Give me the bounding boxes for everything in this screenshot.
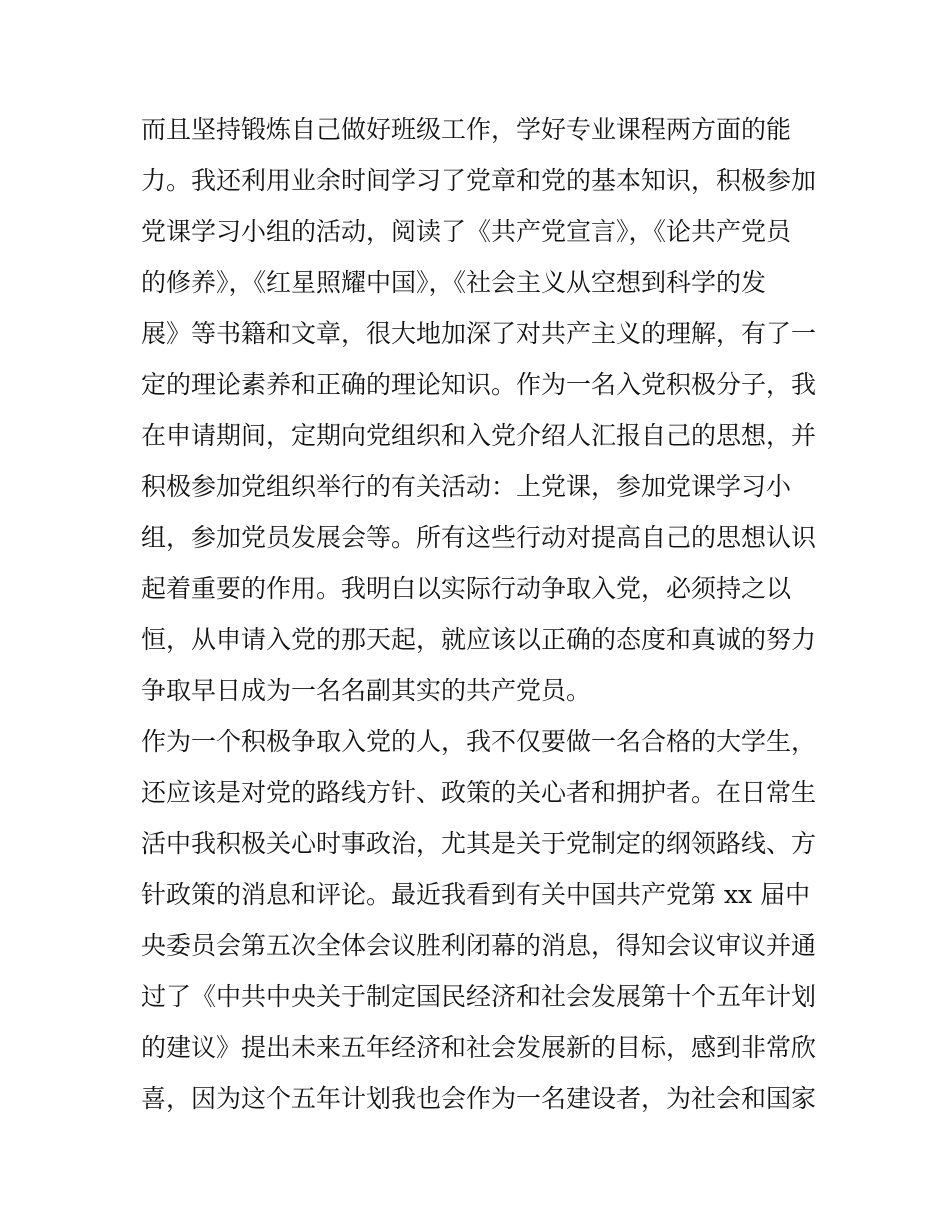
text-line: 而且坚持锻炼自己做好班级工作，学好专业课程两方面的能 [141,115,792,144]
text-line: 起着重要的作用。我明白以实际行动争取入党，必须持之以 [141,574,792,603]
text-line: 恒，从申请入党的那天起，就应该以正确的态度和真诚的努力 [141,625,817,654]
text-line: 过了《中共中央关于制定国民经济和社会发展第十个五年计划 [141,982,817,1011]
text-line: 积极参加党组织举行的有关活动：上党课，参加党课学习小 [141,472,792,501]
text-line: 党课学习小组的活动，阅读了《共产党宣言》，《论共产党员 [141,217,792,246]
text-line: 喜，因为这个五年计划我也会作为一名建设者，为社会和国家 [141,1084,817,1113]
document-body [141,104,821,1124]
text-line: 还应该是对党的路线方针、政策的关心者和拥护者。在日常生 [141,778,817,807]
text-line: 争取早日成为一名名副其实的共产党员。 [141,676,592,705]
text-line: 力。我还利用业余时间学习了党章和党的基本知识，积极参加 [141,166,817,195]
paragraph-1 [141,104,821,716]
paragraph-2 [141,716,821,1124]
text-line: 活中我积极关心时事政治，尤其是关于党制定的纲领路线、方 [141,829,817,858]
text-line: 定的理论素养和正确的理论知识。作为一名入党积极分子，我 [141,370,817,399]
text-line: 在申请期间，定期向党组织和入党介绍人汇报自己的思想，并 [141,421,817,450]
text-line: 作为一个积极争取入党的人，我不仅要做一名合格的大学生， [141,727,817,756]
text-line: 央委员会第五次全体会议胜利闭幕的消息，得知会议审议并通 [141,931,817,960]
text-line: 组，参加党员发展会等。所有这些行动对提高自己的思想认识 [141,523,817,552]
text-line: 的修养》，《红星照耀中国》，《社会主义从空想到科学的发 [141,268,767,297]
text-line: 的建议》提出未来五年经济和社会发展新的目标，感到非常欣 [141,1033,817,1062]
text-line: 针政策的消息和评论。最近我看到有关中国共产党第 xx 届中 [141,880,811,909]
text-line: 展》等书籍和文章，很大地加深了对共产主义的理解，有了一 [141,319,817,348]
